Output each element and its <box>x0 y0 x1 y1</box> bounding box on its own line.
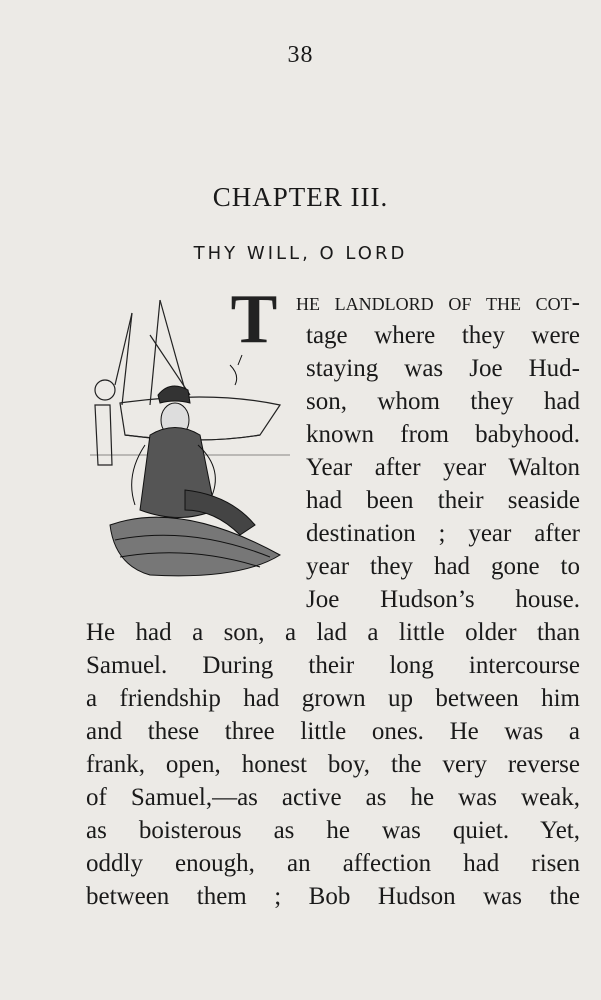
text-line-first: he landlord of the cot- <box>296 289 580 316</box>
text-line: year they had gone to <box>306 553 580 580</box>
text-line: a friendship had grown up between him <box>86 685 580 712</box>
text-line: staying was Joe Hud- <box>306 355 580 382</box>
chapter-title: CHAPTER III. <box>212 182 389 212</box>
chapter-subtitle: THY WILL, O LORD <box>193 243 408 264</box>
text-line: frank, open, honest boy, the very reverse <box>86 751 580 778</box>
text-line: Joe Hudson’s house. <box>306 586 580 613</box>
text-line: He had a son, a lad a little older than <box>86 619 580 646</box>
text-line: of Samuel,—as active as he was weak, <box>86 784 580 811</box>
text-line: tage where they were <box>306 322 580 349</box>
drop-cap-letter: T <box>230 281 278 358</box>
text-line: Year after year Walton <box>306 454 580 481</box>
text-line: destination ; year after <box>306 520 580 547</box>
text-line: son, whom they had <box>306 388 580 415</box>
text-line: and these three little ones. He was a <box>86 718 580 745</box>
text-line: between them ; Bob Hudson was the <box>86 883 580 910</box>
text-line: oddly enough, an affection had risen <box>86 850 580 877</box>
text-line: Samuel. During their long intercourse <box>86 652 580 679</box>
text-line: as boisterous as he was quiet. Yet, <box>86 817 580 844</box>
drop-cap <box>218 281 290 362</box>
text-line: had been their seaside <box>306 487 580 514</box>
page-number: 38 <box>287 42 314 68</box>
text-line: known from babyhood. <box>306 421 580 448</box>
